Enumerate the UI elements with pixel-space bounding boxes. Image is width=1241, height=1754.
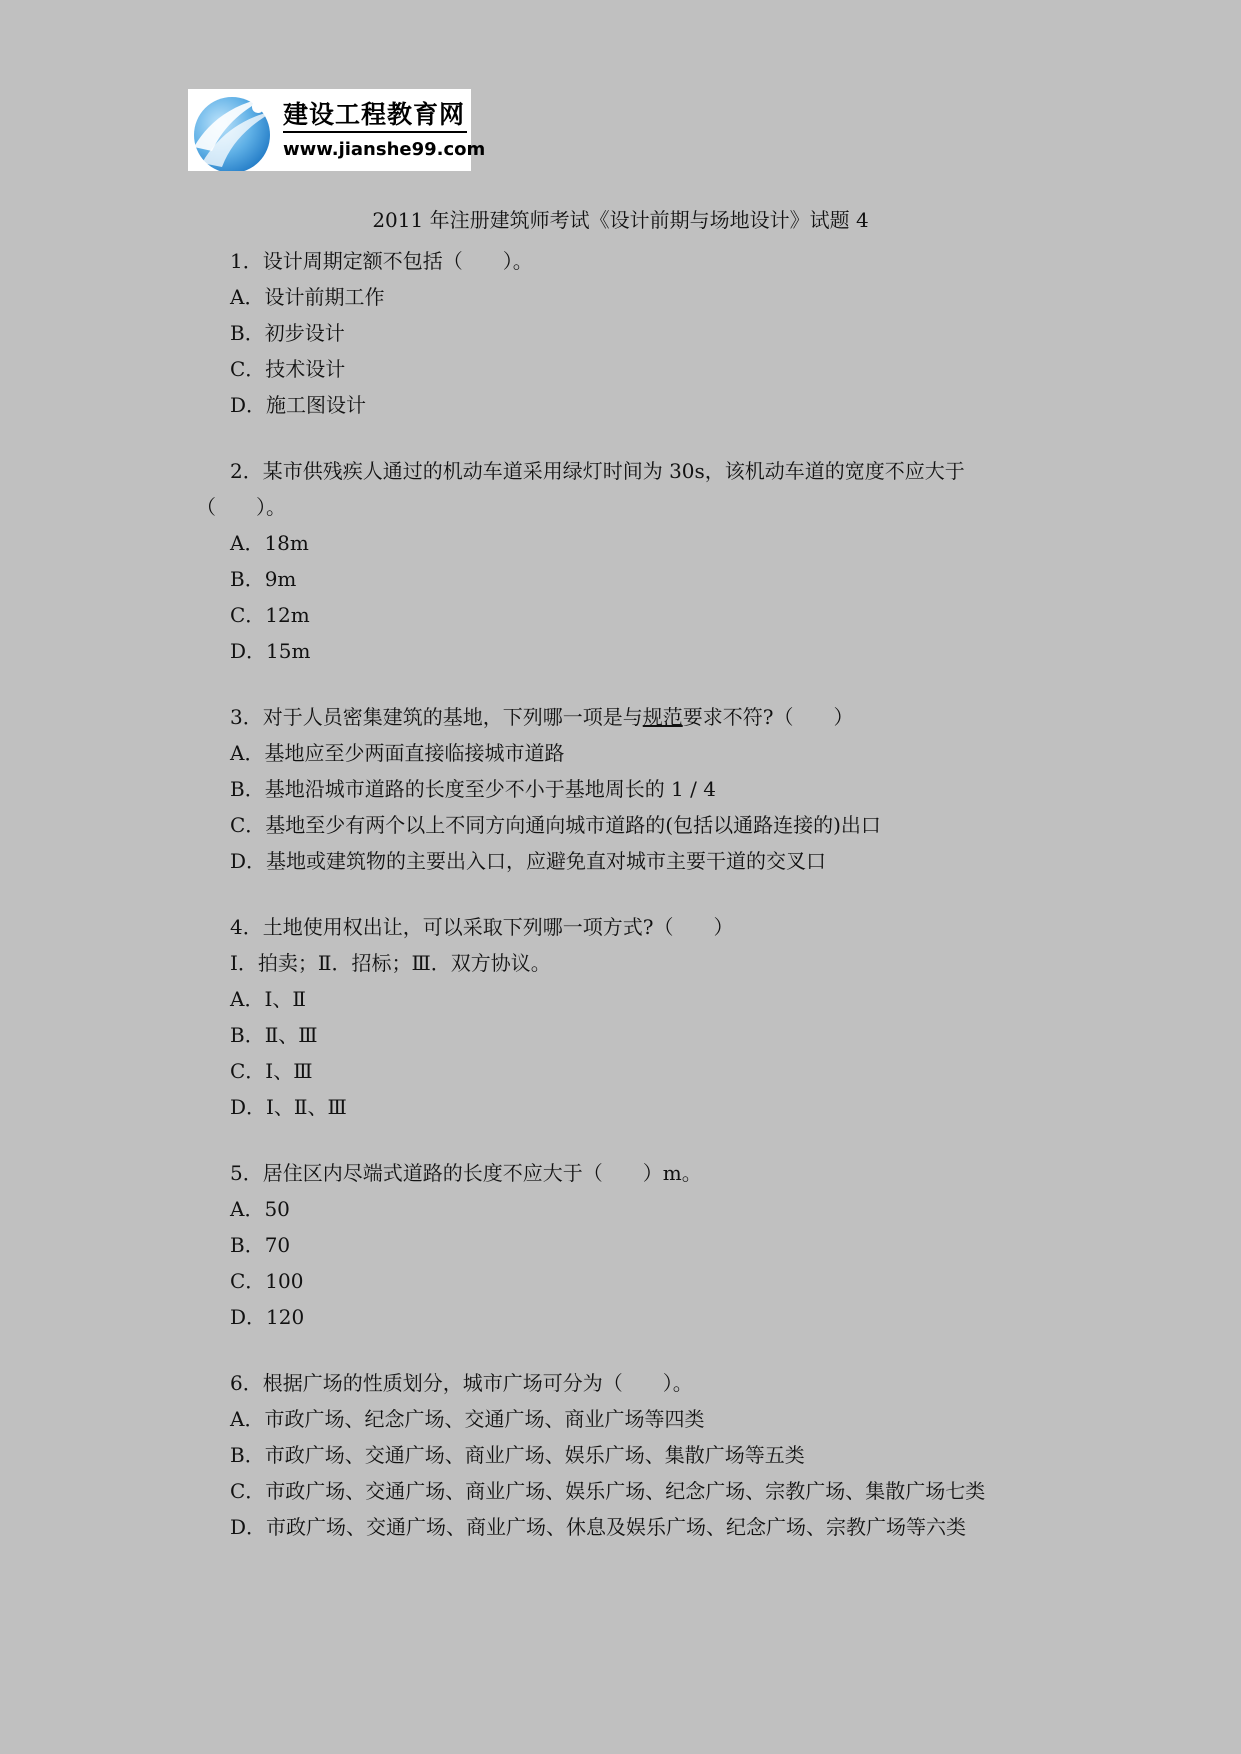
question-4 xyxy=(0,909,1241,1125)
option-b: B．9m xyxy=(230,567,297,591)
option-b: B．市政广场、交通广场、商业广场、娱乐广场、集散广场等五类 xyxy=(230,1443,805,1467)
option-d: D．市政广场、交通广场、商业广场、休息及娱乐广场、纪念广场、宗教广场等六类 xyxy=(230,1515,967,1539)
stem-text-end: 要求不符?（ ） xyxy=(682,705,854,729)
question-stem: 4．土地使用权出让，可以采取下列哪一项方式?（ ） xyxy=(230,915,734,939)
option-c: C．100 xyxy=(230,1269,304,1293)
option-a: A．市政广场、纪念广场、交通广场、商业广场等四类 xyxy=(230,1407,705,1431)
option-b: B．Ⅱ、Ⅲ xyxy=(230,1023,318,1047)
option-a: A．18m xyxy=(230,531,309,555)
question-stem xyxy=(0,699,1241,735)
option-c: C．基地至少有两个以上不同方向通向城市道路的(包括以通路连接的)出口 xyxy=(230,813,881,837)
question-conditions: Ⅰ．拍卖；Ⅱ．招标；Ⅲ．双方协议。 xyxy=(230,951,551,975)
option-d: D．15m xyxy=(230,639,311,663)
logo-site-name: 建设工程教育网 xyxy=(283,100,466,129)
question-stem: 5．居住区内尽端式道路的长度不应大于（ ）m。 xyxy=(230,1161,702,1185)
option-a: A．基地应至少两面直接临接城市道路 xyxy=(230,741,565,765)
option-a: A．Ⅰ、Ⅱ xyxy=(230,987,306,1011)
option-c: C．Ⅰ、Ⅲ xyxy=(230,1059,313,1083)
question-6 xyxy=(0,1365,1241,1545)
option-b: B．70 xyxy=(230,1233,291,1257)
question-3 xyxy=(0,699,1241,879)
option-b: B．初步设计 xyxy=(230,321,345,345)
underlined-term: 规范 xyxy=(642,705,683,729)
option-a: A．50 xyxy=(230,1197,290,1221)
option-c: C．技术设计 xyxy=(230,357,346,381)
option-d: D．Ⅰ、Ⅱ、Ⅲ xyxy=(230,1095,347,1119)
logo-divider xyxy=(283,131,467,133)
stem-text: 3．对于人员密集建筑的基地，下列哪一项是与 xyxy=(230,705,643,729)
questions-list xyxy=(0,243,1241,1575)
question-stem-continued: （ ）。 xyxy=(196,495,286,519)
globe-swoosh-icon xyxy=(188,89,280,171)
logo-url: www.jianshe99.com xyxy=(283,139,486,160)
option-d: D．基地或建筑物的主要出入口，应避免直对城市主要干道的交叉口 xyxy=(230,849,827,873)
question-5 xyxy=(0,1155,1241,1335)
question-stem: 1．设计周期定额不包括（ ）。 xyxy=(230,249,533,273)
option-c: C．市政广场、交通广场、商业广场、娱乐广场、纪念广场、宗教广场、集散广场七类 xyxy=(230,1479,986,1503)
option-c: C．12m xyxy=(230,603,310,627)
question-1 xyxy=(0,243,1241,423)
question-2 xyxy=(0,453,1241,669)
question-stem: 2．某市供残疾人通过的机动车道采用绿灯时间为 30s，该机动车道的宽度不应大于 xyxy=(230,459,965,483)
option-d: D．120 xyxy=(230,1305,305,1329)
option-d: D．施工图设计 xyxy=(230,393,367,417)
question-stem: 6．根据广场的性质划分，城市广场可分为（ ）。 xyxy=(230,1371,693,1395)
site-logo[interactable] xyxy=(188,89,486,171)
option-b: B．基地沿城市道路的长度至少不小于基地周长的 1 / 4 xyxy=(230,777,716,801)
option-a: A．设计前期工作 xyxy=(230,285,385,309)
page-title: 2011 年注册建筑师考试《设计前期与场地设计》试题 4 xyxy=(372,208,869,232)
